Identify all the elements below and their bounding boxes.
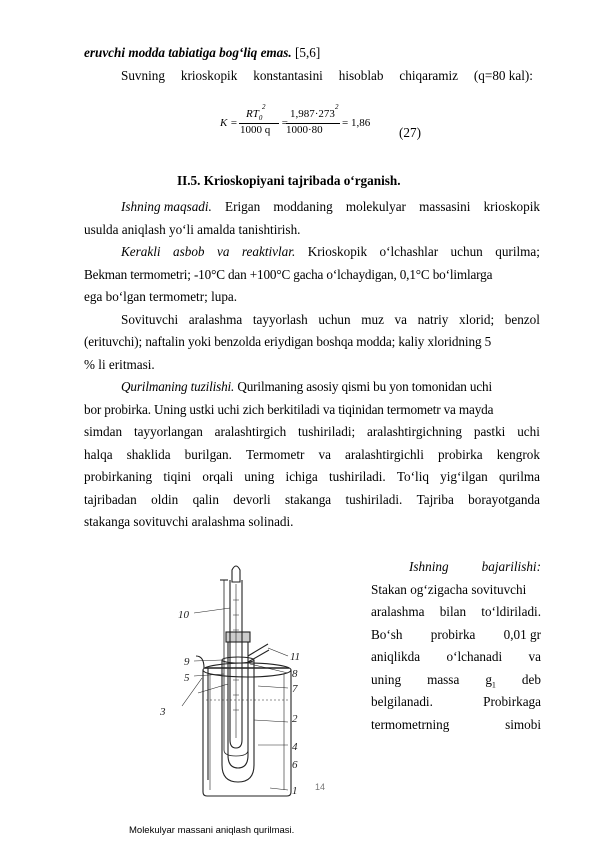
calc-word: konstantasini — [253, 68, 323, 83]
bajarilishi-line — [371, 646, 541, 669]
word: tushiriladi. — [328, 469, 386, 484]
tuzilishi-line-2: bor probirka. Uning ustki uchi zich berkitiladi va tiqinidan termometr va mayda — [84, 402, 494, 417]
word: Sovituvchi — [121, 312, 179, 327]
word: aralashtirgich — [214, 424, 287, 439]
tuzilishi-line-4 — [84, 444, 540, 467]
word: va — [528, 649, 541, 664]
bajarilishi-label-word: bajarilishi: — [481, 559, 541, 574]
word: 0,01 gr — [503, 627, 541, 642]
figure-label: 4 — [292, 741, 298, 753]
figure-label: 9 — [184, 656, 190, 668]
page-number: 14 — [315, 782, 326, 792]
word: uchun — [450, 244, 483, 259]
word: termometrning — [371, 717, 450, 732]
kerakli-label-word: Kerakli — [121, 244, 161, 259]
figure-label: 6 — [292, 759, 298, 771]
bajarilishi-label-word: Ishning — [409, 559, 449, 574]
word: Bo‘sh — [371, 627, 403, 642]
formula-den1: 1000 q — [240, 124, 271, 136]
section-title: II.5. Krioskopiyani tajribada o‘rganish. — [177, 173, 401, 188]
word: benzol — [504, 312, 540, 327]
figure-label: 2 — [292, 713, 298, 725]
word: va — [394, 312, 407, 327]
outer-stirrer — [196, 656, 208, 780]
tuzilishi-line-5 — [84, 466, 540, 489]
word: muz — [361, 312, 384, 327]
sovutuvchi-line-1 — [121, 309, 540, 332]
word: devorli — [233, 492, 271, 507]
word: yig‘ilgan — [440, 469, 488, 484]
word: aralashma — [188, 312, 243, 327]
word: halqa — [84, 447, 113, 462]
formula-sup2: 2 — [335, 103, 339, 111]
word: molekulyar — [345, 199, 406, 214]
maqsad-line-2: usulda aniqlash yo‘li amalda tanishtirish. — [84, 222, 301, 237]
figure-caption: Molekulyar massani aniqlash qurilmasi. — [129, 825, 295, 836]
mass-symbol: $g_1$ — [485, 672, 496, 690]
word: Tajriba — [416, 492, 454, 507]
word: probirkaning — [84, 469, 153, 484]
word: aralashma — [371, 604, 425, 619]
top-fragment — [84, 42, 540, 65]
word: probirka — [437, 447, 483, 462]
word: uchun — [318, 312, 351, 327]
word: massa — [427, 672, 460, 687]
word: probirka — [430, 627, 476, 642]
figure-label: 11 — [290, 651, 301, 663]
word: xlorid; — [458, 312, 495, 327]
tuzilishi-line-1 — [121, 376, 540, 399]
formula-num1: $RT_0$ — [246, 108, 263, 123]
word: Krioskopik — [307, 244, 368, 259]
word: stakanga — [285, 492, 332, 507]
word: o‘lchanadi — [446, 649, 503, 664]
word: kengrok — [496, 447, 540, 462]
formula — [220, 103, 420, 143]
tuzilishi-line-3 — [84, 421, 540, 444]
word: bilan — [439, 604, 467, 619]
word: Erigan — [225, 199, 261, 214]
word: tiqini — [163, 469, 192, 484]
word: moddaning — [273, 199, 333, 214]
bajarilishi-label — [409, 556, 541, 579]
bajarilishi-line — [371, 601, 541, 624]
thermometer-reservoir — [232, 566, 240, 582]
word: orqali — [202, 469, 234, 484]
word: qurilma; — [495, 244, 540, 259]
word: Probirkaga — [483, 694, 541, 709]
word: Termometr — [246, 447, 305, 462]
side-arm — [248, 644, 269, 662]
formula-lhs: K = — [220, 117, 238, 129]
word: uning — [244, 469, 275, 484]
word: uning — [371, 672, 402, 687]
sovutuvchi-line-3: % li eritmasi. — [84, 357, 155, 372]
word: aniqlikda — [371, 649, 421, 664]
kerakli-line-1 — [121, 241, 540, 264]
word: deb — [521, 672, 541, 687]
word: burilgan. — [184, 447, 232, 462]
formula-sup1: 2 — [262, 103, 266, 111]
figure-label: 5 — [184, 672, 190, 684]
word: qalin — [192, 492, 219, 507]
tuzilishi-label: Qurilmaning tuzilishi. — [121, 379, 235, 394]
kerakli-label-word: va — [216, 244, 230, 259]
word: borayotganda — [468, 492, 540, 507]
word: natriy — [417, 312, 449, 327]
tuzilishi-line-6 — [84, 489, 540, 512]
sovutuvchi-line-2: (erituvchi); naftalin yoki benzolda eriydigan boshqa modda; kaliy xloridning 5 — [84, 334, 492, 349]
figure-label: 7 — [292, 683, 298, 695]
word: krioskopik — [483, 199, 540, 214]
word: simdan — [84, 424, 123, 439]
word: shaklida — [126, 447, 171, 462]
apparatus-figure — [150, 560, 330, 800]
bajarilishi-line: Stakan og‘zigacha sovituvchi — [371, 582, 527, 597]
word: va — [318, 447, 331, 462]
word: tushiriladi. — [345, 492, 403, 507]
top-fragment-ref: [5,6] — [291, 45, 321, 60]
formula-num2: 1,987·273 — [290, 108, 335, 120]
word: ichiga — [285, 469, 318, 484]
bajarilishi-line — [371, 714, 541, 737]
tuzilishi-line-7: stakanga sovituvchi aralashma solinadi. — [84, 514, 294, 529]
formula-eq1: = — [281, 117, 289, 129]
word: belgilanadi. — [371, 694, 433, 709]
formula-eq2: = 1,86 — [342, 117, 371, 129]
word: tajribadan — [84, 492, 137, 507]
calc-word: chiqaramiz — [399, 68, 458, 83]
kerakli-line-3: ega bo‘lgan termometr; lupa. — [84, 289, 238, 304]
bajarilishi-line — [371, 691, 541, 714]
figure-label: 1 — [292, 785, 298, 797]
word: uchi — [517, 424, 540, 439]
beaker-outline — [203, 670, 291, 796]
word: aralashtirgichli — [345, 447, 424, 462]
maqsad-line-1 — [121, 196, 540, 219]
word: oldin — [151, 492, 179, 507]
calc-word: krioskopik — [180, 68, 238, 83]
maqsad-label: Ishning maqsadi. — [121, 199, 212, 214]
calc-word: hisoblab — [338, 68, 384, 83]
inner-test-tube — [228, 640, 248, 768]
word: tushiriladi; — [298, 424, 356, 439]
word: pastki — [473, 424, 506, 439]
word: aralashtirgichning — [367, 424, 462, 439]
outer-test-tube — [222, 660, 254, 782]
word: o‘lchashlar — [379, 244, 439, 259]
word: qurilma — [498, 469, 540, 484]
calc-word: Suvning — [121, 68, 165, 83]
kerakli-label-word: asbob — [173, 244, 205, 259]
figure-label: 8 — [292, 668, 298, 680]
word: to‘ldiriladi. — [481, 604, 541, 619]
figure-label: 3 — [160, 706, 166, 718]
word: tayyorlash — [252, 312, 308, 327]
formula-number: (27) — [399, 125, 421, 140]
word: To‘liq — [396, 469, 429, 484]
formula-den2: 1000·80 — [286, 124, 323, 136]
calc-word: (q=80 kal): — [473, 68, 533, 83]
kerakli-line-2: Bekman termometri; -10°C dan +100°C gacha o‘lchaydigan, 0,1°C bo‘limlarga — [84, 267, 493, 282]
kerakli-label-word: reaktivlar. — [241, 244, 296, 259]
calc-line — [121, 65, 533, 88]
top-fragment-text: eruvchi modda tabiatiga bog‘liq emas. — [84, 45, 292, 60]
word: massasini — [419, 199, 471, 214]
word: simobi — [505, 717, 541, 732]
beaker-rim — [203, 663, 291, 677]
tuzilishi-text: Qurilmaning asosiy qismi bu yon tomonidan uchi — [234, 379, 493, 394]
figure-label: 10 — [178, 609, 189, 621]
word: tayyorlangan — [133, 424, 203, 439]
bajarilishi-line — [371, 624, 541, 647]
